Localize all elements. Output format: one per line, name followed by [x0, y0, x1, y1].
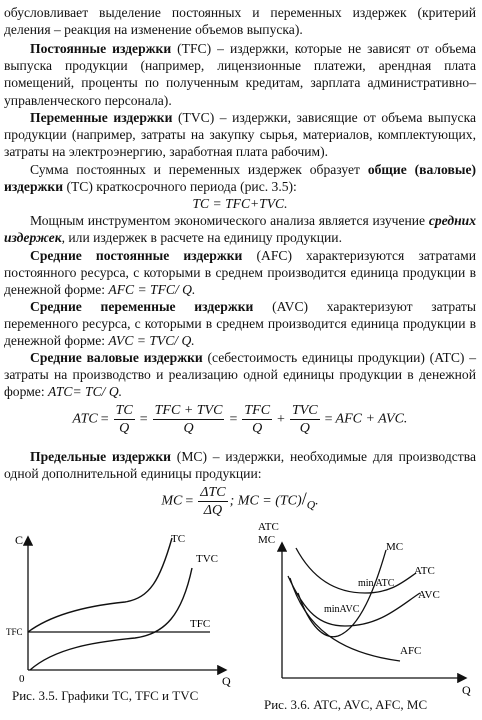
min-atc-label: min ATC: [358, 578, 395, 589]
paragraph-average-costs: Мощным инструментом экономического анализа является изучение средних издержек, или издержек в расчете на единицу продукции.: [4, 213, 476, 246]
x-axis-label: Q: [462, 683, 471, 697]
paragraph-marginal-costs: Предельные издержки (MC) – издержки, необходимые для производства одной дополнительной единицы продукции:: [4, 449, 476, 482]
tvc-curve: [30, 568, 192, 670]
tfc-tick-label: TFC: [6, 627, 23, 637]
paragraph-total-costs: Сумма постоянных и переменных издержек образует общие (валовые) издержки (TC) краткосрочного периода (рис. 3.5):: [4, 162, 476, 195]
paragraph-intro: обусловливает выделение постоянных и переменных издержек (критерий деления – реакция на изменение объемов выпуска).: [4, 5, 476, 38]
formula-afc: AFC = TFC/ Q.: [108, 282, 196, 298]
formula-avc: AVC = TVC/ Q.: [108, 333, 195, 349]
paragraph-fixed-costs: Постоянные издержки (TFC) – издержки, которые не зависят от объема выпуска продукции (например, лицензионные платежи, арендная плата помещений, проценты по полученным кредитам, зарплата административно–управленческого персонала).: [4, 41, 476, 108]
atc-label: ATC: [414, 565, 435, 577]
tc-curve: [28, 538, 172, 632]
figure-3-6-caption: Рис. 3.6. ATC, AVC, AFC, MC: [264, 697, 428, 712]
mc-label: MC: [386, 541, 404, 553]
tvc-label: TVC: [196, 553, 218, 565]
min-avc-label: minAVC: [324, 604, 360, 615]
mc-curve: [298, 550, 386, 637]
term-afc: Средние постоянные издержки: [30, 248, 243, 263]
term-variable-costs: Переменные издержки: [30, 110, 173, 125]
paragraph-variable-costs: Переменные издержки (TVC) – издержки, зависящие от объема выпуска продукции (например, затраты на закупку сырья, материалов, комплектующих, затраты на электроэнергию, заработная плата рабочим).: [4, 110, 476, 160]
formula-tc: TC = TFC+TVC.: [192, 196, 288, 211]
figure-atc-avc-afc-mc: [250, 518, 482, 698]
term-fixed-costs: Постоянные издержки: [30, 41, 172, 56]
afc-label: AFC: [400, 645, 422, 657]
paragraph-avc: Средние переменные издержки (AVC) характеризуют затраты переменного ресурса, с которыми в среднем производится единица продукции в денежной форме: AVC = TVC/ Q.: [4, 299, 476, 349]
y-axis-label-mc: MC: [258, 534, 276, 546]
term-total-costs: общие (валовые) издержки: [4, 162, 476, 195]
term-atc: Средние валовые издержки: [30, 350, 203, 365]
formula-atc: ATC= TC/ Q.: [48, 384, 123, 400]
avc-label: AVC: [418, 589, 440, 601]
formula-mc: MC = $\frac{\text{ΔTC}}{\Delta Q}$ ; MC = $(TC)/_Q$.: [161, 485, 319, 518]
y-axis-label-atc: ATC: [258, 521, 279, 533]
atc-curve: [296, 548, 416, 593]
figure-3-5-caption: Рис. 3.5. Графики TC, TFC и TVC: [12, 688, 199, 703]
origin-label: 0: [19, 673, 25, 685]
x-axis-label: Q: [222, 674, 231, 688]
term-avc: Средние переменные издержки: [30, 299, 254, 314]
term-marginal-costs: Предельные издержки: [30, 449, 172, 464]
term-average-costs: средних издержек: [4, 213, 476, 246]
y-axis-label: C: [15, 533, 24, 547]
tfc-label: TFC: [190, 618, 211, 630]
paragraph-atc: Средние валовые издержки (себестоимость единицы продукции) (ATC) – затраты на производство и реализацию одной единицы продукции в денежной форме: ATC= TC/ Q.: [4, 350, 476, 400]
formula-atc-expanded: ATC = $\frac{TC}{Q}$ = $\frac{\text{TFC + TVC}}{Q}$ = $\frac{\text{TFC}}{Q}$ + $\frac{\text{TVC}}{Q}$ = AFC + AVC.: [72, 403, 408, 436]
tc-label: TC: [171, 533, 186, 545]
paragraph-afc: Средние постоянные издержки (AFC) характеризуются затратами постоянного ресурса, с которыми в среднем производится единица продукции в денежной форме: AFC = TFC/ Q.: [4, 248, 476, 298]
